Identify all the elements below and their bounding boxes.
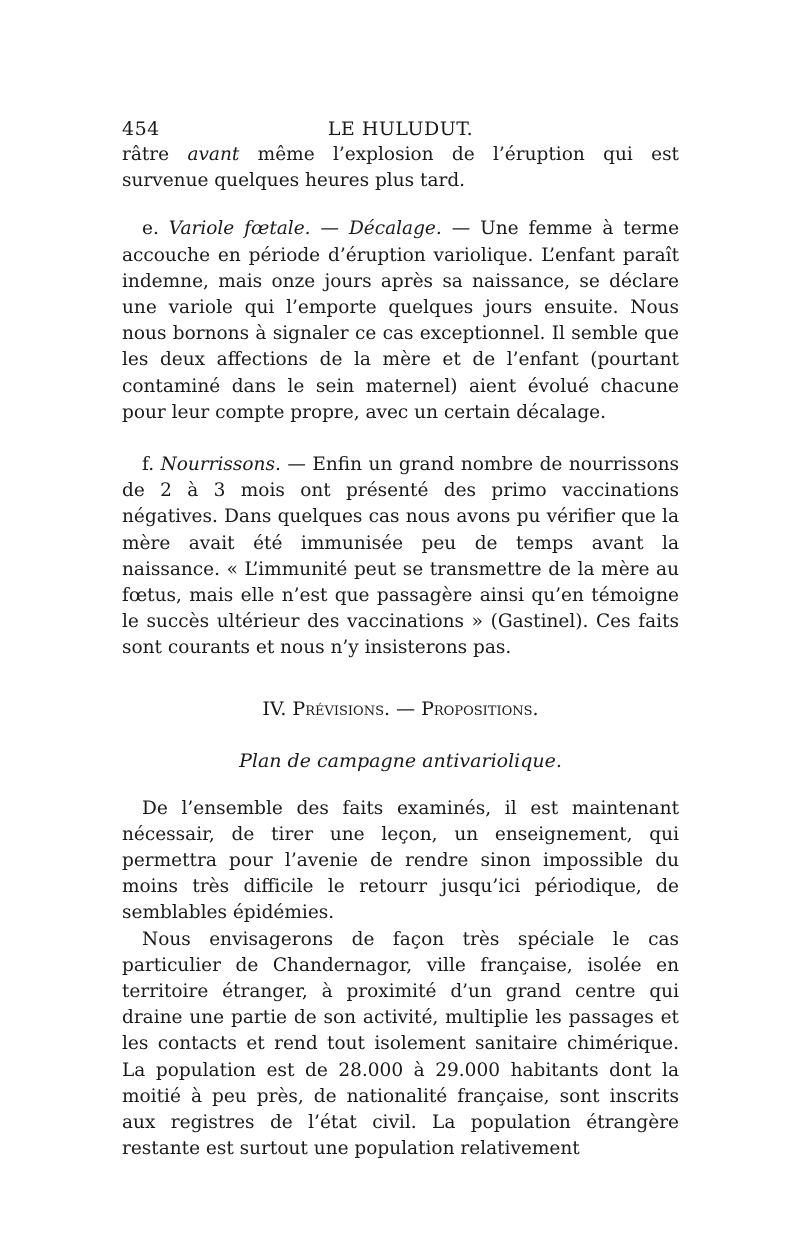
dash: — [310,218,349,240]
paragraph-continuation [122,142,679,194]
section-numeral: IV. [262,697,293,720]
item-body: — Enfin un grand nombre de nourrissons de 2 à 3 mois ont présenté des primo vaccinations négatives. Dans quelques cas nous avons pu vérifier que la mère avait été immunisée peu de temps avant la naissance. « L’immunité peut se transmettre de la mère au fœtus, mais elle n’est que passagère ainsi qu’en témoigne le succès ultérieur des vaccinations » (Gastinel). Ces faits sont courants et nous n’y insisterons pas. [122,454,679,659]
paragraph-variole-foetale [122,216,679,426]
section-end: . [532,697,539,720]
section-heading [122,696,679,722]
paragraph-chandernagor: Nous envisagerons de façon très spéciale le cas particulier de Chandernagor, ville française, isolée en territoire étranger, à proximité d’un grand centre qui draine une partie de son activité, multiplie les passages et les contacts et rend tout isolement sanitaire chimérique. La population est de 28.000 à 29.000 habitants dont la moitié à peu près, de nationalité française, sont inscrits aux registres de l’état civil. La population étrangère restante est surtout une population relativement [122,928,679,1160]
item-body: — Une femme à terme accouche en période d’éruption variolique. L’enfant paraît indemne, mais onze jours après sa naissance, se déclare une variole qui l’emporte quelques jours ensuite. Nous nous bornons à signaler ce cas exceptionnel. Il semble que les deux affections de la mère et de l’enfant (pourtant contaminé dans le sein maternel) aient évolué chacune pour leur compte propre, avec un certain décalage. [122,218,680,423]
page-number: 454 [122,118,160,140]
section-title-1: Prévisions [292,697,384,720]
running-title: LE HULUDUT. [327,118,474,140]
item-title: Variole fœtale. [168,218,311,240]
paragraph-nourrissons [122,452,679,662]
paragraph-ensemble: De l’ensemble des faits examinés, il est maintenant nécessair, de tirer une leçon, un enseignement, qui permettra pour l’avenie de rendre sinon impossible du moins très difficile le retourr jusqu’ici périodique, de semblables épidémies. [122,797,679,924]
item-subtitle: Décalage. [348,218,442,240]
italic-word: avant [187,144,240,165]
running-head [122,112,679,142]
item-label: e. [142,218,169,240]
item-title: Nourrissons. [160,454,281,476]
book-page [122,112,679,1163]
section-separator: . — [383,697,422,720]
item-label: f. [142,454,161,476]
section-subheading: Plan de campagne antivariolique. [239,749,562,772]
text-run: râtre [122,144,188,165]
text-run: même l’explosion de l’éruption qui est survenue quelques heures plus tard. [122,144,679,192]
section-title-2: Propositions [421,697,533,720]
